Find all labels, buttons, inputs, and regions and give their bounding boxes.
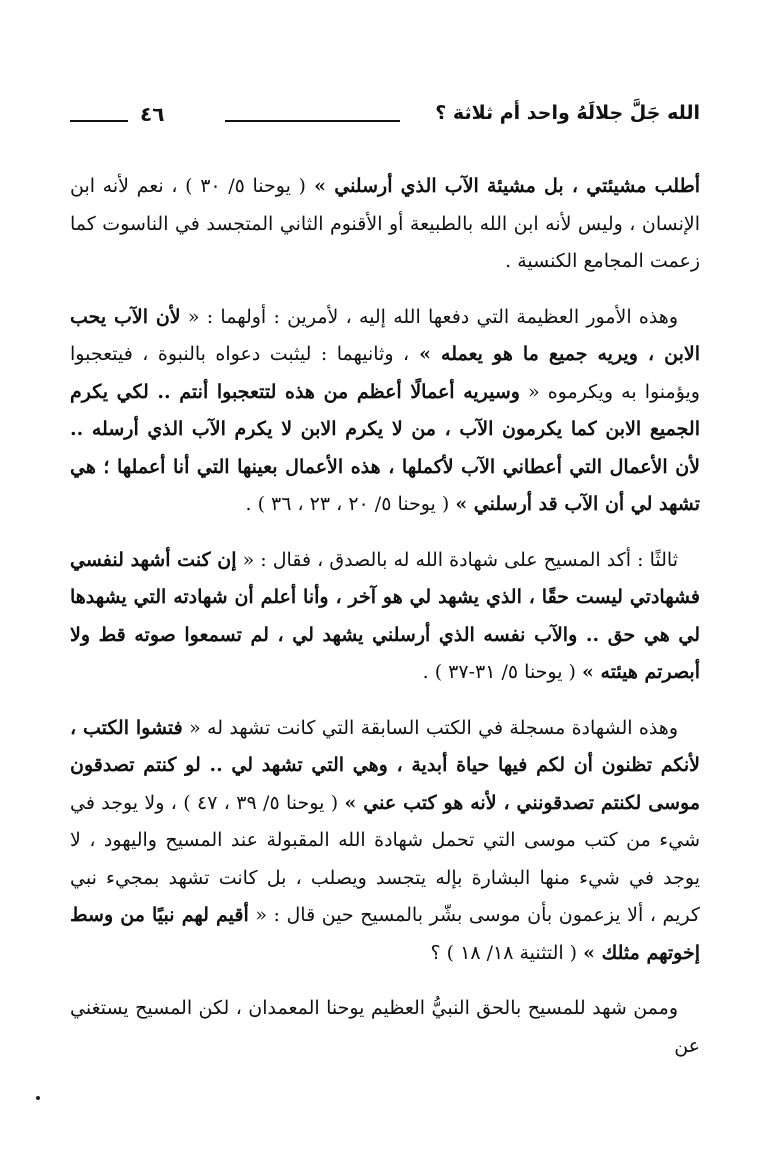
header-rule xyxy=(225,120,400,122)
text-run: ( يوحنا ٥/ ٣٠ ) ، نعم لأنه ابن الإنسان ، وليس لأنه ابن الله بالطبيعة أو الأقنوم الثاني المتجسد في الناسوت كما زعمت المجامع الكنسية . xyxy=(70,175,700,272)
citation: ( يوحنا ٥/ ٢٠ ، ٢٣ ، ٣٦ ) . xyxy=(245,493,456,515)
body-text xyxy=(70,168,700,1083)
text-run: وممن شهد للمسيح بالحق النبيُّ العظيم يوحنا المعمدان ، لكن المسيح يستغني عن xyxy=(70,997,700,1057)
paragraph xyxy=(70,168,700,281)
quote-text: إن كنت أشهد لنفسي فشهادتي ليست حقًا ، الذي يشهد لي هو آخر ، وأنا أعلم أن شهادته التي يشهدها لي هي حق .. والآب نفسه الذي أرسلني يشهد لي ، لم تسمعوا صوته قط ولا أبصرتم هيئته » xyxy=(70,548,700,683)
text-run: ( يوحنا ٥/ ٣٩ ، ٤٧ ) ، ولا يوجد في شيء من كتب موسى التي تحمل شهادة الله المقبولة عند المسيح واليهود ، لا يوجد في شيء منها البشارة بإله يتجسد ويصلب ، بل كانت تشهد بمجيء نبي كريم ، ألا يزعمون بأن موسى بشّر بالمسيح حين قال : « xyxy=(70,791,700,926)
citation: ( يوحنا ٥/ ٣١-٣٧ ) . xyxy=(422,661,583,683)
quote-text: لأن الآب يحب الابن ، ويريه جميع ما هو يعمله » xyxy=(70,305,700,365)
paragraph xyxy=(70,299,700,524)
text-run: ثالثًا : أكد المسيح على شهادة الله له بالصدق ، فقال : « xyxy=(236,548,678,571)
paragraph xyxy=(70,710,700,973)
header-rule-left xyxy=(70,120,128,122)
running-header xyxy=(70,100,700,134)
quote-text: وسيريه أعمالًا أعظم من هذه لتتعجبوا أنتم .. لكي يكرم الجميع الابن كما يكرمون الآب ، من لا يكرم الابن لا يكرم الآب الذي أرسله .. لأن الأعمال التي أعطاني الآب لأكملها ، هذه الأعمال بعينها التي أنا أعملها ؛ هي تشهد لي أن الآب قد أرسلني » xyxy=(70,380,700,515)
running-title: الله جَلَّ جلالَهُ واحد أم ثلاثة ؟ xyxy=(435,102,700,124)
paragraph xyxy=(70,990,700,1065)
text-run: وهذه الأمور العظيمة التي دفعها الله إليه ، لأمرين : أولهما : « xyxy=(180,305,679,328)
quote-text: أقيم لهم نبيًا من وسط إخوتهم مثلك » xyxy=(70,904,700,964)
text-run: ، وثانيهما : ليثبت دعواه بالنبوة ، فيتعجبوا ويؤمنوا به ويكرموه « xyxy=(70,343,700,403)
text-run: وهذه الشهادة مسجلة في الكتب السابقة التي كانت تشهد له « xyxy=(182,716,678,739)
page-number: ٤٦ xyxy=(140,102,165,126)
quote-text: فتشوا الكتب ، لأنكم تظنون أن لكم فيها حياة أبدية ، وهي التي تشهد لي .. لو كنتم تصدقون موسى لكنتم تصدقونني ، لأنه هو كتب عني » xyxy=(70,716,700,814)
paragraph xyxy=(70,542,700,692)
margin-dot xyxy=(36,1096,40,1100)
citation: ( التثنية ١٨/ ١٨ ) ؟ xyxy=(430,941,584,964)
quote-text: أطلب مشيئتي ، بل مشيئة الآب الذي أرسلني » xyxy=(305,175,700,197)
